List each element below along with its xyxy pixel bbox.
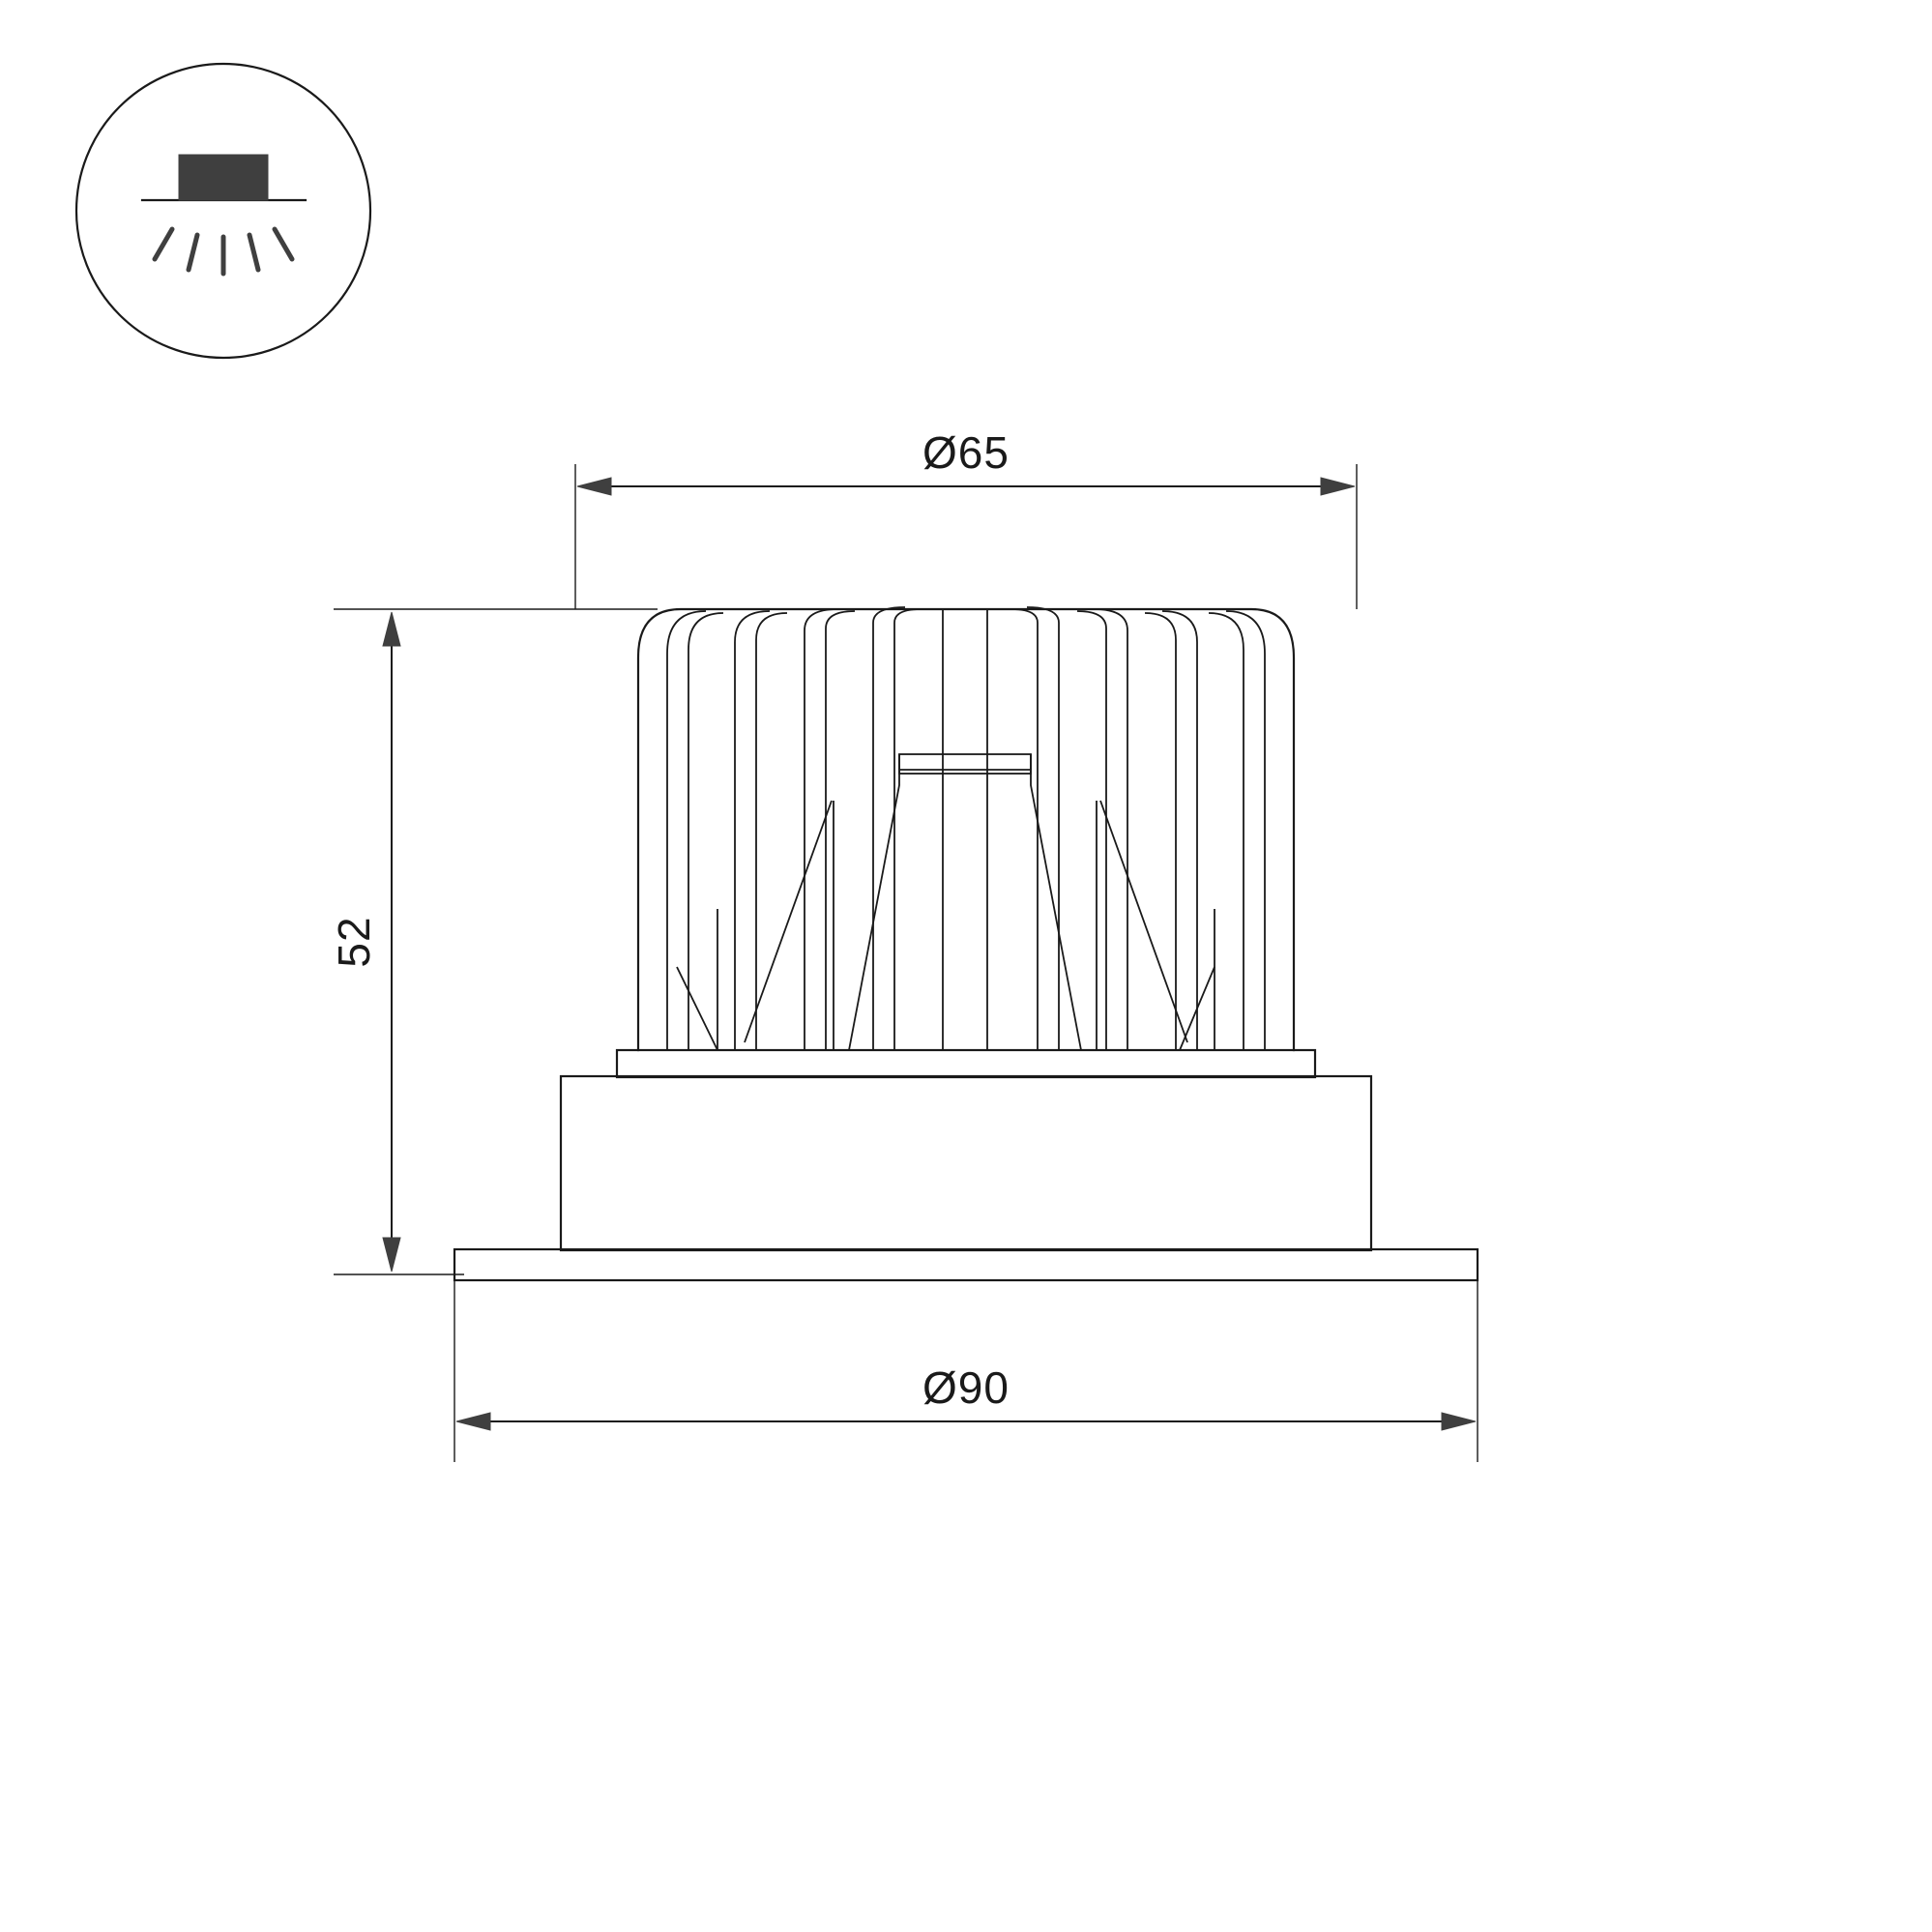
dimension-label-flange-diameter: Ø90 (922, 1362, 1010, 1413)
heatsink-body (638, 609, 1294, 1050)
extension-lines (334, 464, 1478, 1462)
flange-plate (454, 1249, 1478, 1280)
product-side-view (454, 607, 1478, 1280)
section-detail-lines (677, 801, 1215, 1050)
reflector-cone (849, 754, 1081, 1050)
heatsink-base-ring (617, 1050, 1315, 1077)
heatsink-fins (667, 607, 1265, 1050)
dimension-label-top-diameter: Ø65 (922, 427, 1010, 478)
dimension-flange-diameter (456, 1362, 1476, 1430)
dimension-label-height: 52 (329, 916, 379, 968)
dimension-top-diameter (577, 427, 1355, 495)
dimension-height (329, 612, 400, 1272)
housing-collar (561, 1076, 1371, 1250)
ceiling-mounted-downlight-icon (76, 64, 370, 358)
